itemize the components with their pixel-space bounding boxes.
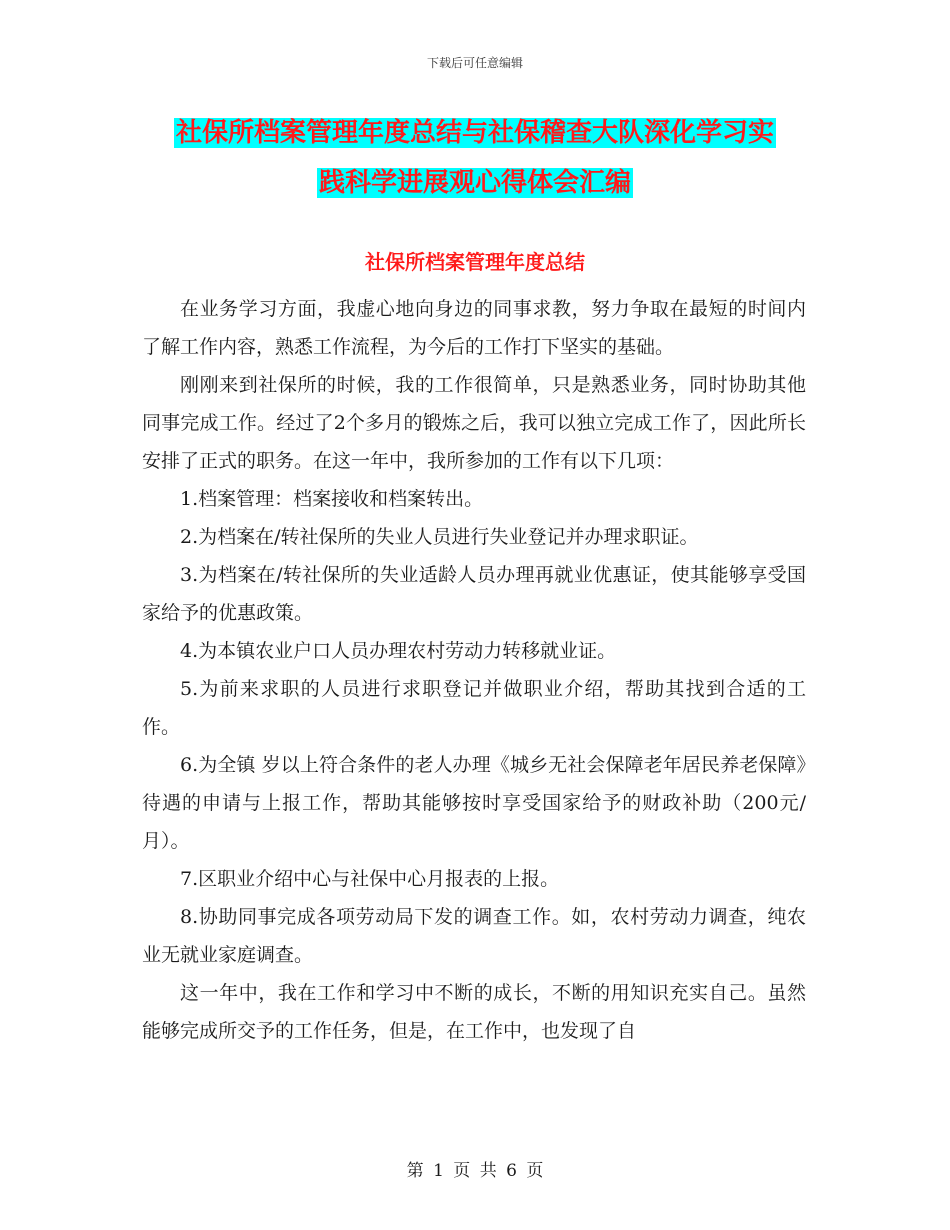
page-number-footer: 第 1 页 共 6 页 bbox=[406, 1161, 544, 1181]
document-title-line-2: 践科学进展观心得体会汇编 bbox=[318, 168, 631, 198]
list-item: 2.为档案在/转社保所的失业人员进行失业登记并办理求职证。 bbox=[180, 526, 699, 548]
list-item: 4.为本镇农业户口人员办理农村劳动力转移就业证。 bbox=[180, 640, 617, 662]
document-title-line-1: 社保所档案管理年度总结与社保稽查大队深化学习实 bbox=[175, 118, 774, 148]
header-note: 下载后可任意编辑 bbox=[426, 56, 523, 70]
document-title bbox=[120, 108, 830, 208]
list-item: 3.为档案在/转社保所的失业适龄人员办理再就业优惠证，使其能够享受国家给予的优惠政策。 bbox=[142, 564, 806, 624]
list-item: 8.协助同事完成各项劳动局下发的调查工作。如，农村劳动力调查，纯农业无就业家庭调查。 bbox=[142, 906, 806, 966]
list-item: 6.为全镇 岁以上符合条件的老人办理《城乡无社会保障老年居民养老保障》待遇的申请与上报工作，帮助其能够按时享受国家给予的财政补助（200元/月）。 bbox=[142, 754, 806, 852]
list-item: 7.区职业介绍中心与社保中心月报表的上报。 bbox=[180, 868, 560, 890]
list-item: 5.为前来求职的人员进行求职登记并做职业介绍，帮助其找到合适的工作。 bbox=[142, 678, 806, 738]
document-body bbox=[142, 290, 806, 1050]
section-heading: 社保所档案管理年度总结 bbox=[365, 250, 585, 274]
paragraph: 刚刚来到社保所的时候，我的工作很简单，只是熟悉业务，同时协助其他同事完成工作。经过了2个多月的锻炼之后，我可以独立完成工作了，因此所长安排了正式的职务。在这一年中，我所参加的工作有以下几项： bbox=[142, 374, 806, 472]
paragraph: 这一年中，我在工作和学习中不断的成长，不断的用知识充实自己。虽然能够完成所交予的工作任务，但是，在工作中，也发现了自 bbox=[142, 982, 806, 1042]
paragraph: 在业务学习方面，我虚心地向身边的同事求教，努力争取在最短的时间内了解工作内容，熟悉工作流程，为今后的工作打下坚实的基础。 bbox=[142, 298, 806, 358]
list-item: 1.档案管理：档案接收和档案转出。 bbox=[180, 488, 484, 510]
